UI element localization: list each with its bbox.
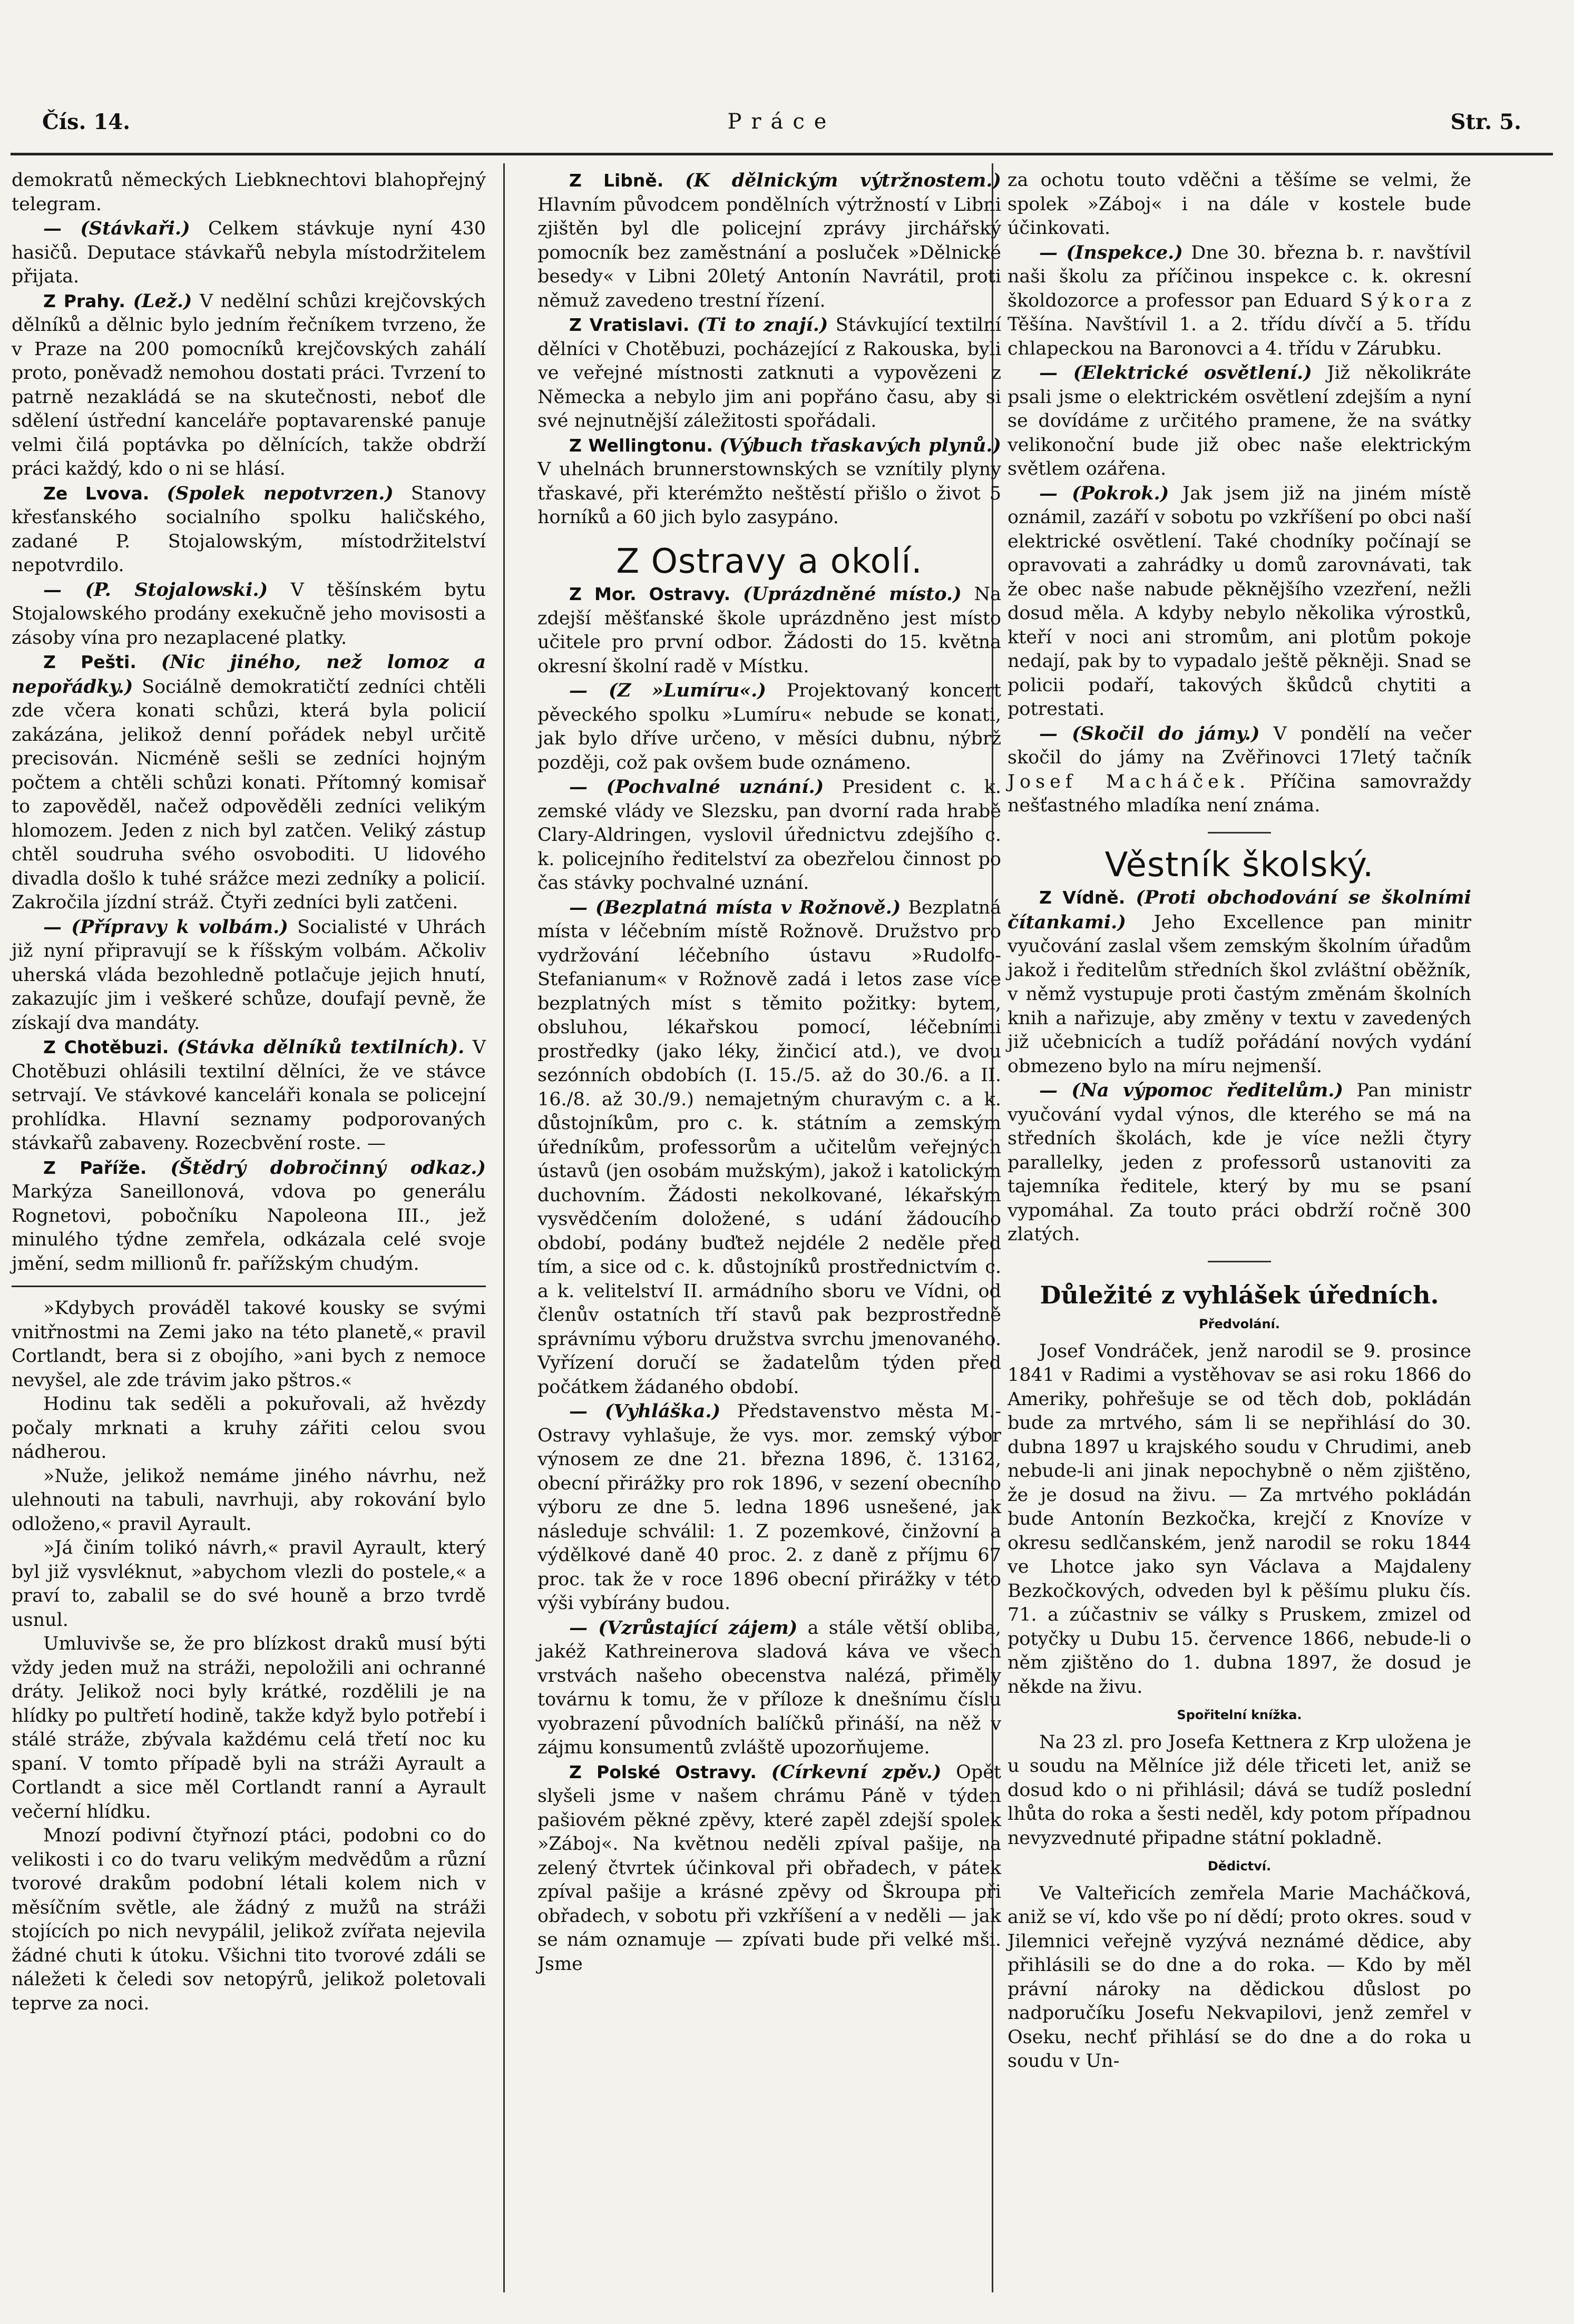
story-paragraph: Hodinu tak seděli a pokuřovali, až hvězdy počaly mrknati a kruhy zářiti celou svou nádherou.: [12, 1394, 486, 1463]
header-rule: [11, 153, 1553, 155]
subheading: Předvolání.: [1199, 1317, 1280, 1331]
story-paragraph: »Nuže, jelikož nemáme jiného návrhu, než ulehnouti na tabuli, navrhuji, aby rokování bylo odloženo,« pravil Ayrault.: [12, 1465, 486, 1535]
article-paragraph: — (Bezplatná místa v Rožnově.) Bezplatná místa v léčebním místě Rožnově. Družstvo pro vydržování léčebního ústavu »Rudolfo-Stefanianum« v Rožnově zadá i letos zase více bezplatných míst s těmito požitky: bytem, obsluhou, lékařskou pomocí, léčebními prostředky (jako léky, žinčicí atd.), ve dvou sezónních obdobích (I. 15./5. až do 30./6. a II. 16./8. až 30./9.) nemajetným churavým c. a k. důstojníkům, pro c. k. státním a zemským úředníkům, professorům a učitelům veřejných ústavů (jen osobám mužským), jakož i katolickým duchovním. Žádosti nekolkované, lékařským vysvědčením doložené, s udání žádoucího období, podány buďtež nejdéle 2 neděle před tím, a sice od c. k. důstojníků prostřednictvím c. a k. velitelství II. armádního sboru ve Vídni, od členův ostatních tří stavů pak bezprostředně správnímu výboru družstva svrchu jmenovaného. Vyřízení doručí se žadatelům týden před počátkem žádaného období.: [537, 896, 1002, 1398]
notice-paragraph: Josef Vondráček, jenž narodil se 9. prosince 1841 v Radimi a vystěhovav se asi roku 1866 do Ameriky, pohřešuje se od těch dob, pokládán bude za mrtvého, sám li se nepřihlásí do 30. dubna 1897 u krajského soudu v Chrudimi, aneb nebude-li ani jinak nepochybně o něm zjištěno, že je dosud na živu. — Za mrtvého pokládán bude Antonín Bezkočka, krejčí z Knovíze v okresu sedlčanském, jenž narodil se roku 1844 ve Lhotce jako syn Václava a Majdaleny Bezkočkových, odveden byl k pěšímu pluku čís. 71. a zúčastniv se války s Pruskem, zmizel od potyčky u Dubu 15. července 1866, nebude-li o něm zjištěno do 1. dubna 1897, že dosud je někde na živu.: [1008, 1340, 1471, 1698]
article-paragraph: Ze Lvova. (Spolek nepotvrzen.) Stanovy křesťanského socialního spolku haličského, zadané P. Stojalowským, místodržitelství nepotvrdilo.: [12, 482, 486, 576]
article-paragraph: — (Na výpomoc ředitelům.) Pan ministr vyučování vydal výnos, dle kterého se má na středních školách, kde je více nežli čtyry parallelky, jeden z professorů ustanoviti za tajemníka ředitele, který by mu se psaní vypomáhal. Za touto práci obdrží ročně 300 zlatých.: [1008, 1080, 1471, 1245]
divider: [1208, 1261, 1271, 1262]
issue-number: Čís. 14.: [42, 110, 130, 134]
article-paragraph: — (Vzrůstající zájem) a stále větší obliba, jakéž Kathreinerova sladová káva ve všech vrstvách našeho obecenstva nalézá, přiměly továrnu k tomu, že v příloze k dnešnímu číslu vyobrazení původních balíčků přináší, na něž v zájmu konsumentů zvláště upozorňujeme.: [537, 1616, 1002, 1758]
notice-paragraph: Na 23 zl. pro Josefa Kettnera z Krp uložena je u soudu na Mělníce již déle třiceti let, aniž se dosud kdo o ni přihlásil; dává se tudíž poslední lhůta do roka a šesti neděl, kdy potom případnou nevyzvednuté připadne státní pokladně.: [1008, 1731, 1471, 1849]
section-heading: Věstník školský.: [1104, 845, 1374, 885]
article-paragraph: Z Wellingtonu. (Výbuch třaskavých plynů.) V uhelnách brunnerstownských se vznítily plyny třaskavé, při kterémžto neštěstí přišlo o život 5 horníků a 60 jich bylo zasypáno.: [537, 434, 1001, 528]
page-header: [42, 110, 1521, 146]
article-paragraph: Z Vratislavi. (Ti to znají.) Stávkující textilní dělníci v Chotěbuzi, pocházející z Rakouska, byli ve veřejné místnosti zatknuti a vypovězeni z Německa a nebylo jim ani popřáno času, aby si své nejnutnější záležitosti spořádali.: [537, 314, 1001, 432]
story-paragraph: Umluvivše se, že pro blízkost draků musí býti vždy jeden muž na stráži, nepoložili ani ochranné dráty. Jelikož noci byly krátké, rozdělili je na hlídky po pultřetí hodině, takže když bylo potřebí i stálé stráže, zbývala každému celá třetí noc ku spaní. V tomto případě byli na stráži Ayrault a Cortlandt a sice měl Cortlandt ranní a Ayrault večerní hlídku.: [12, 1633, 486, 1822]
article-paragraph: Z Prahy. (Lež.) V nedělní schůzi krejčovských dělníků a dělnic bylo jedním řečníkem tvrzeno, že v Praze na 200 pomocníků krejčovských zahálí proto, poněvadž nemohou dostati práci. Tvrzení to patrně nezakládá se na skutečnosti, neboť dle sdělení ústřední kanceláře poptavarenské panuje velmi čilá poptávka po dělnících, takže obdrží práci každý, kdo o ni se hlásí.: [12, 290, 486, 479]
article-paragraph: za ochotu touto vděčni a těšíme se velmi, že spolek »Záboj« i na dále v kostele bude účinkovati.: [1008, 170, 1471, 239]
article-paragraph: — (Pochvalné uznání.) President c. k. zemské vlády ve Slezsku, pan dvorní rada hrabě Clary-Aldringen, vyslovil úřednictvu zdejšího c. k. policejního ředitelství za obezřelou činnost po čas stávky pochvalné uznání.: [537, 776, 1002, 894]
column-2: [537, 169, 1001, 1976]
story-paragraph: »Kdybych prováděl takové kousky se svými vnitřnostmi na Zemi jako na této planetě,« pravil Cortlandt, bera si z obojího, »ani bych z nemoce nevyšel, ale zde trávim jako pštros.«: [12, 1298, 486, 1391]
page-number: Str. 5.: [1450, 110, 1521, 134]
column-3: [1008, 169, 1471, 2074]
article-paragraph: demokratů německých Liebknechtovi blahopřejný telegram.: [12, 170, 486, 215]
article-paragraph: Z Libně. (K dělnickým výtržnostem.) Hlavním původcem pondělních výtržností v Libni zjištěn byl dle policejní zprávy jirchářský pomocník bez zaměstnání a posluček »Dělnické besedy« v Libni 20letý Antonín Navrátil, proti němuž zavedeno trestní řízení.: [537, 170, 1001, 311]
story-paragraph: »Já činím tolikó návrh,« pravil Ayrault, který byl již vysvléknut, »abychom vlezli do postele,« a praví to, zabalil se do své houně a brzo tvrdě usnul.: [12, 1537, 486, 1631]
article-paragraph: — (Přípravy k volbám.) Socialisté v Uhrách již nyní připravují se k říšským volbám. Ačkoliv uherská vláda bezohledně potlačuje jejich hnutí, zakazujíc jim i veškeré schůze, doufají pevně, že získají dva mandáty.: [12, 916, 486, 1034]
article-paragraph: — (Vyhláška.) Představenstvo města M.-Ostravy vyhlašuje, že vys. mor. zemský výbor výnosem ze dne 21. března 1896, č. 13162, obecní přirážky pro rok 1896, v sezení obecního výboru ze dne 5. ledna 1896 usnešené, jak následuje schválil: 1. Z pozemkové, činžovní a výdělkové daně 40 proc. 2. z daně z příjmu 67 proc. tak že v roce 1896 obecní přirážky v této výši vybírány budou.: [537, 1400, 1002, 1614]
article-paragraph: Z Paříže. (Štědrý dobročinný odkaz.) Markýza Saneillonová, vdova po generálu Rognetovi, pobočníku Napoleona III., jež minulého týdne zemřela, odkázala celé svoje jmění, sedm millionů fr. pařížským chudým.: [12, 1156, 486, 1274]
article-paragraph: Z Polské Ostravy. (Církevní zpěv.) Opět slyšeli jsme v našem chrámu Páně v týden pašiovém pěkné zpěvy, které zapěl zdejší spolek »Záboj«. Na květnou neděli zpíval pašije, na zelený čtvrtek účinkoval při obřadech, v pátek zpíval pašije a krásné zpěvy od Škroupa při obřadech, v sobotu při vzkříšení a v neděli — jak se nám oznamuje — zpívati bude při velké mši. Jsme: [537, 1761, 1001, 1975]
column-1: [12, 169, 486, 2016]
article-paragraph: — (Skočil do jámy.) V pondělí na večer skočil do jámy na Zvěřinovci 17letý tačník Josef Macháček. Příčina samovraždy nešťastného mladíka není známa.: [1008, 722, 1471, 816]
article-paragraph: — (Inspekce.) Dne 30. března b. r. navštívil naši školu za příčinou inspekce c. k. okresní školdozorce a professor pan Eduard Sýkora z Těšína. Navštívil 1. a 2. třídu dívčí a 5. třídu chlapeckou na Baronovci a 4. třídu v Zárubku.: [1008, 241, 1471, 359]
story-paragraph: Mnozí podivní čtyřnozí ptáci, podobni co do velikosti i co do tvaru velikým medvědům a různí tvorové drakům podobní létali kolem nich v měsíčním světle, ale žádný z mužů na stráži stojících po nich nevypálil, jelikož zvířata nejevila žádné chuti k útoku. Všichni tito tvorové zdáli se náležeti k čeledi sov netopýrů, jelikož poletovali teprve za noci.: [12, 1825, 486, 2014]
notice-paragraph: Ve Valteřicích zemřela Marie Macháčková, aniž se ví, kdo vše po ní dědí; proto okres. soud v Jilemnici veřejně vyzývá neznámé dědice, aby přihlásili se do dne a do roka. — Kdo by měl právní nároky na dědickou důslost po nadporučíku Josefu Nekvapilovi, jenž zemřel v Oseku, nechť přihlásí se do dne a do roka u soudu v Un-: [1008, 1882, 1471, 2072]
section-rule: [12, 1286, 486, 1287]
article-paragraph: — (P. Stojalowski.) V těšínském bytu Stojalowského prodány exekučně jeho movisosti a zásoby vína pro nezaplacené platky.: [12, 578, 486, 649]
subheading: Spořitelní knížka.: [1177, 1708, 1302, 1722]
divider: [1208, 832, 1271, 833]
newspaper-title: Práce: [727, 110, 836, 134]
article-paragraph: — (Stávkaři.) Celkem stávkuje nyní 430 hasičů. Deputace stávkařů nebyla místodržitelem přijata.: [12, 218, 486, 287]
article-paragraph: Z Chotěbuzi. (Stávka dělníků textilních). V Chotěbuzi ohlásili textilní dělníci, že ve stávce setrvají. Ve stávkové kanceláři konala se policejní prohlídka. Hlavní seznamy podporovaných stávkařů zabaveny. Rozecbvění roste. —: [12, 1036, 486, 1154]
article-paragraph: Z Vídně. (Proti obchodování se školními čítankami.) Jeho Excellence pan minitr vyučování zaslal všem zemským školním úřadům jakož i ředitelům středních škol zvláštní oběžník, v němž vystupuje proti častým změnám školních knih a nařizuje, aby změny v textu v zavedených již učebnicích a tudíž pořádání nových vydání obmezeno bylo na míru nejmenší.: [1008, 887, 1471, 1077]
article-paragraph: — (Elektrické osvětlení.) Již několikráte psali jsme o elektrickém osvětlení zdejším a nyní se dovídáme z určitého pramene, že na svátky velikonoční bude již obec naše elektrickým světlem ozářena.: [1008, 362, 1472, 479]
article-paragraph: — (Z »Lumíru«.) Projektovaný koncert pěveckého spolku »Lumíru« nebude se konati, jak bylo dříve určeno, v měsíci dubnu, nýbrž později, což pak ovšem bude oznámeno.: [537, 680, 1001, 773]
section-heading: Z Ostravy a okolí.: [616, 542, 923, 581]
article-paragraph: — (Pokrok.) Jak jsem již na jiném místě oznámil, zazáří v sobotu po vzkříšení po obci naší elektrické osvětlení. Také chodníky počínají se opravovati a zahrádky u domů zarovnávati, tak že obec naše nabude pěknějšího vzezření, nežli dosud měla. A kdyby nebylo několika výrostků, kteří v noci ani stromům, ani plotům pokoje nedají, pak by to vypadalo ještě pěkněji. Snad se policii podaří, takových škůdců chytiti a potrestati.: [1008, 482, 1472, 720]
column-divider: [503, 163, 505, 2292]
section-heading: Důležité z vyhlášek úředních.: [1040, 1280, 1439, 1309]
article-paragraph: Z Pešti. (Nic jiného, než lomoz a nepořádky.) Sociálně demokratičtí zedníci chtěli zde včera konati schůzi, která byla policií zakázána, jelikož denní pořádek nebyl určitě precisován. Nicméně sešli se zedníci hojným počtem a chtěli schůzi konati. Přítomný komisař to zapověděl, načež odpověděli zedníci velikým hlomozem. Jeden z nich byl zatčen. Veliký zástup chtěl soudruha svého osvoboditi. U lidového divadla došlo k tuhé srážce mezi zedníky a policií. Zakročila jízdní stráž. Čtyři zedníci byli zatčeni.: [12, 651, 486, 913]
article-paragraph: Z Mor. Ostravy. (Uprázdněné místo.) Na zdejší měšťanské škole uprázdněno jest místo učitele pro první odbor. Žádosti do 15. května okresní školní radě v Místku.: [537, 583, 1001, 677]
subheading: Dědictví.: [1207, 1859, 1272, 1874]
